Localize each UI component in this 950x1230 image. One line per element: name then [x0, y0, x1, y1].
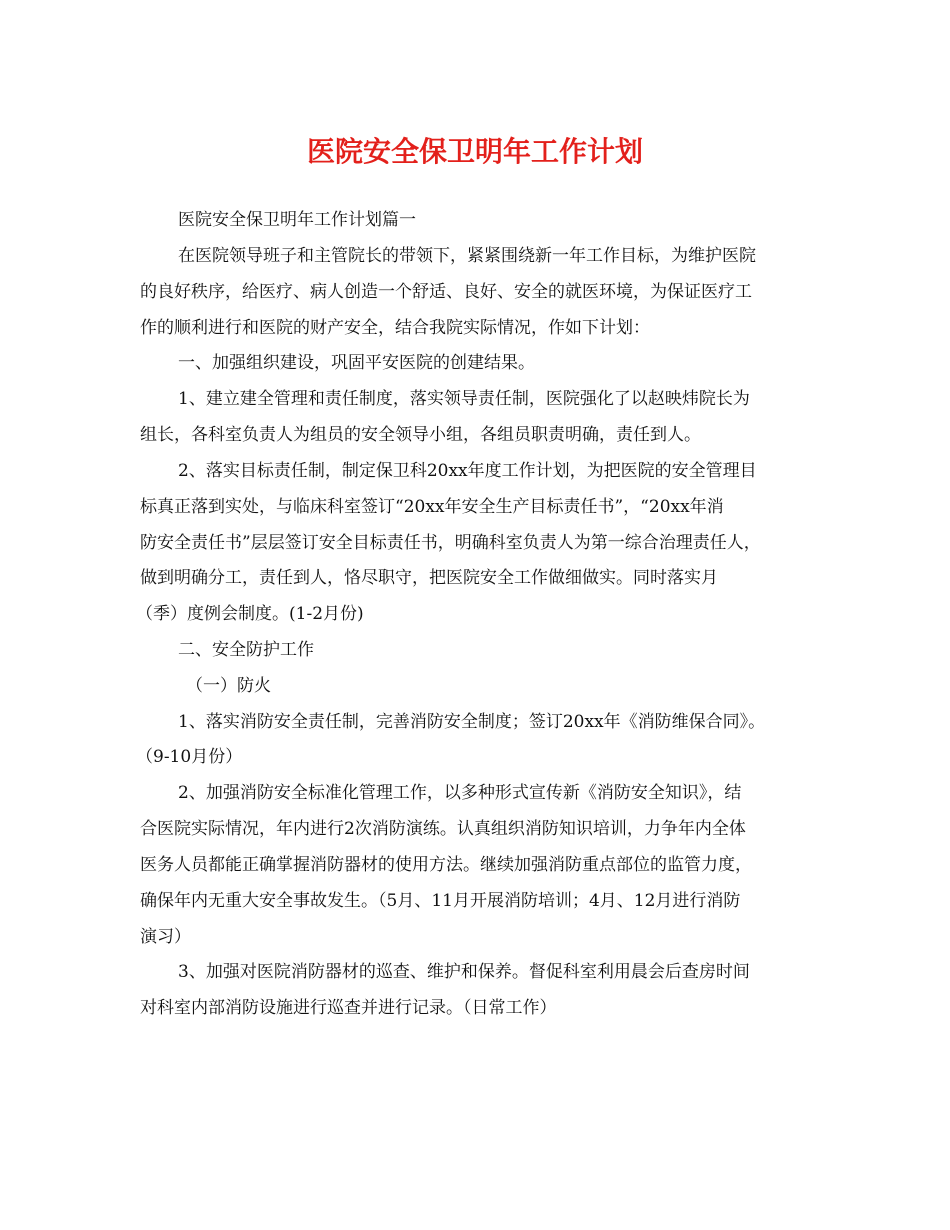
paragraph-line: 演习）	[140, 927, 191, 947]
section-heading: 一、加强组织建设，巩固平安医院的创建结果。	[178, 353, 535, 373]
paragraph-line: 在医院领导班子和主管院长的带领下，紧紧围绕新一年工作目标，为维护医院	[178, 246, 756, 266]
paragraph-line: 3、加强对医院消防器材的巡查、维护和保养。督促科室利用晨会后查房时间	[178, 962, 750, 982]
section-heading: 医院安全保卫明年工作计划篇一	[178, 210, 416, 230]
paragraph-line: （9-10月份）	[136, 747, 243, 767]
paragraph-line: （季）度例会制度。(1-2月份)	[136, 604, 364, 624]
paragraph-line: 确保年内无重大安全事故发生。（5月、11月开展消防培训；4月、12月进行消防	[140, 891, 741, 911]
paragraph-line: 做到明确分工，责任到人，恪尽职守，把医院安全工作做细做实。同时落实月	[140, 568, 718, 588]
paragraph-line: 1、落实消防安全责任制，完善消防安全制度；签订20xx年《消防维保合同》。	[178, 712, 766, 732]
paragraph-line: 组长，各科室负责人为组员的安全领导小组，各组员职责明确，责任到人。	[140, 425, 701, 445]
paragraph-line: 2、加强消防安全标准化管理工作，以多种形式宣传新《消防安全知识》，结	[178, 783, 742, 803]
section-heading: 二、安全防护工作	[178, 640, 314, 660]
paragraph-line: 标真正落到实处，与临床科室签订“20xx年安全生产目标责任书”，“20xx年消	[140, 497, 724, 517]
paragraph-line: 防安全责任书”层层签订安全目标责任书，明确科室负责人为第一综合治理责任人，	[140, 533, 761, 553]
paragraph-line: 1、建立建全管理和责任制度，落实领导责任制，医院强化了以赵映炜院长为	[178, 389, 750, 409]
subsection-heading: （一）防火	[186, 676, 271, 696]
paragraph-line: 合医院实际情况，年内进行2次消防演练。认真组织消防知识培训，力争年内全体	[140, 819, 746, 839]
document-title: 医院安全保卫明年工作计划	[306, 135, 643, 168]
paragraph-line: 2、落实目标责任制，制定保卫科20xx年度工作计划，为把医院的安全管理目	[178, 461, 757, 481]
paragraph-line: 医务人员都能正确掌握消防器材的使用方法。继续加强消防重点部位的监管力度，	[140, 855, 752, 875]
paragraph-line: 作的顺利进行和医院的财产安全，结合我院实际情况，作如下计划：	[140, 318, 650, 338]
paragraph-line: 的良好秩序，给医疗、病人创造一个舒适、良好、安全的就医环境，为保证医疗工	[140, 282, 752, 302]
paragraph-line: 对科室内部消防设施进行巡查并进行记录。（日常工作）	[140, 998, 557, 1018]
